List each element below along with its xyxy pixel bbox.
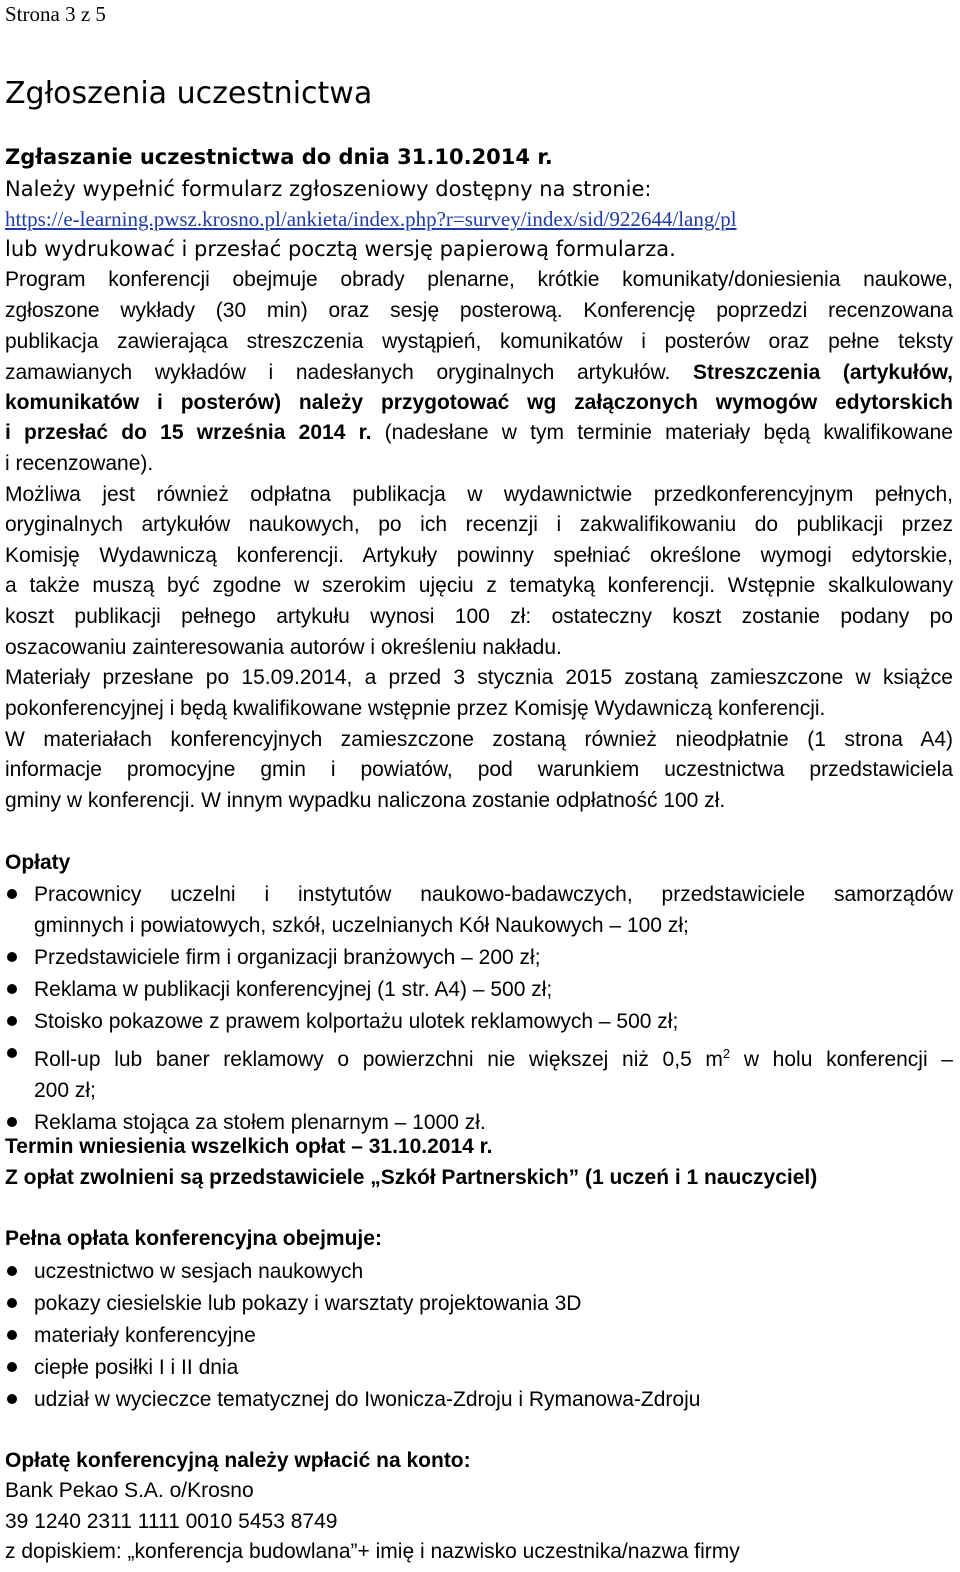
bullet-icon xyxy=(7,1048,17,1058)
payment-note: z dopiskiem: „konferencja budowlana”+ imię i nazwisko uczestnika/nazwa firmy xyxy=(5,1540,740,1563)
bullet-icon xyxy=(7,1330,17,1340)
program-line: komunikatów i posterów) należy przygotować wg załączonych wymogów edytorskich xyxy=(5,391,953,414)
publication-line: informacje promocyjne gmin i powiatów, pod warunkiem uczestnictwa przedstawiciela xyxy=(5,758,953,781)
fee-text: Reklama w publikacji konferencyjnej (1 str. A4) – 500 zł; xyxy=(34,978,553,1001)
include-item xyxy=(5,1256,953,1287)
program-line: zgłoszone wykłady (30 min) oraz sesję posterową. Konferencję poprzedzi recenzowana xyxy=(5,299,953,322)
includes-list xyxy=(5,1256,953,1415)
print-instructions: lub wydrukować i przesłać pocztą wersję papierową formularza. xyxy=(5,237,676,261)
fee-item xyxy=(5,1038,953,1106)
fees-deadline: Termin wniesienia wszelkich opłat – 31.10.2014 r. xyxy=(5,1135,493,1158)
bullet-icon xyxy=(7,1016,17,1026)
fee-text: gminnych i powiatowych, szkół, uczelnianych Kół Naukowych – 100 zł; xyxy=(34,914,689,937)
program-line: i recenzowane). xyxy=(5,452,154,475)
publication-line: koszt publikacji pełnego artykułu wynosi 100 zł: ostateczny koszt zostanie podany po xyxy=(5,605,953,628)
include-item xyxy=(5,1352,953,1383)
bullet-icon xyxy=(7,1117,17,1127)
bullet-icon xyxy=(7,889,17,899)
publication-line: pokonferencyjnej i będą kwalifikowane wstępnie przez Komisję Wydawniczą konferencji. xyxy=(5,697,826,720)
fee-text: Pracownicy uczelni i instytutów naukowo-badawczych, przedstawiciele samorządów xyxy=(34,883,953,906)
fee-text-line xyxy=(34,1038,953,1075)
fee-text: Stoisko pokazowe z prawem kolportażu ulotek reklamowych – 500 zł; xyxy=(34,1010,679,1033)
fee-item xyxy=(5,942,953,973)
page-number: Strona 3 z 5 xyxy=(5,2,106,26)
fee-text: Reklama stojąca za stołem plenarnym – 1000 zł. xyxy=(34,1111,486,1134)
publication-line: Komisję Wydawniczą konferencji. Artykuły powinny spełniać określone wymogi edytorskie, xyxy=(5,544,953,567)
program-line xyxy=(5,358,953,388)
fee-item xyxy=(5,879,953,941)
fee-item xyxy=(5,1006,953,1037)
include-item xyxy=(5,1320,953,1351)
fee-text: w holu konferencji – xyxy=(730,1048,953,1071)
bank-name: Bank Pekao S.A. o/Krosno xyxy=(5,1479,254,1502)
publication-line: oryginalnych artykułów naukowych, po ich recenzji i zakwalifikowaniu do publikacji przez xyxy=(5,513,953,536)
bullet-icon xyxy=(7,984,17,994)
publication-line: Możliwa jest również odpłatna publikacja w wydawnictwie przedkonferencyjnym pełnych, xyxy=(5,483,953,506)
fees-list xyxy=(5,879,953,1138)
program-line: publikacja zawierająca streszczenia wystąpień, komunikatów i posterów oraz pełne teksty xyxy=(5,330,953,353)
fee-text: Przedstawiciele firm i organizacji branżowych – 200 zł; xyxy=(34,946,541,969)
include-item xyxy=(5,1384,953,1415)
include-item xyxy=(5,1288,953,1319)
program-text: zamawianych wykładów i nadesłanych oryginalnych artykułów. xyxy=(5,361,671,384)
bullet-icon xyxy=(7,952,17,962)
program-line: Program konferencji obejmuje obrady plenarne, krótkie komunikaty/doniesienia naukowe, xyxy=(5,268,953,291)
bullet-icon xyxy=(7,1362,17,1372)
include-text: udział w wycieczce tematycznej do Iwonicza-Zdroju i Rymanowa-Zdroju xyxy=(34,1388,701,1411)
program-bold: Streszczenia (artykułów, xyxy=(693,361,953,384)
includes-heading: Pełna opłata konferencyjna obejmuje: xyxy=(5,1227,382,1250)
bullet-icon xyxy=(7,1266,17,1276)
include-text: ciepłe posiłki I i II dnia xyxy=(34,1356,239,1379)
include-text: materiały konferencyjne xyxy=(34,1324,256,1347)
program-line xyxy=(5,418,953,448)
fees-exempt: Z opłat zwolnieni są przedstawiciele „Szkół Partnerskich” (1 uczeń i 1 nauczyciel) xyxy=(5,1166,818,1189)
include-text: uczestnictwo w sesjach naukowych xyxy=(34,1260,364,1283)
bullet-icon xyxy=(7,1298,17,1308)
bullet-icon xyxy=(7,1394,17,1404)
publication-line: oszacowaniu zainteresowania autorów i określeniu nakładu. xyxy=(5,636,562,659)
fee-text: 200 zł; xyxy=(34,1079,96,1102)
publication-line: W materiałach konferencyjnych zamieszczone zostaną również nieodpłatnie (1 strona A4) xyxy=(5,728,953,751)
program-bold: i przesłać do 15 września 2014 r. xyxy=(5,421,372,444)
form-link[interactable]: https://e-learning.pwsz.krosno.pl/ankieta/index.php?r=survey/index/sid/922644/lang/pl xyxy=(5,207,737,231)
registration-deadline: Zgłaszanie uczestnictwa do dnia 31.10.2014 r. xyxy=(5,145,553,169)
publication-line: Materiały przesłane po 15.09.2014, a przed 3 stycznia 2015 zostaną zamieszczone w książce xyxy=(5,666,953,689)
fee-sup: 2 xyxy=(722,1046,731,1061)
include-text: pokazy ciesielskie lub pokazy i warsztaty projektowania 3D xyxy=(34,1292,582,1315)
fees-heading: Opłaty xyxy=(5,851,71,874)
program-text: (nadesłane w tym terminie materiały będą kwalifikowane xyxy=(384,421,953,444)
page-title: Zgłoszenia uczestnictwa xyxy=(5,76,373,111)
account-number: 39 1240 2311 1111 0010 5453 8749 xyxy=(5,1510,338,1533)
form-instructions: Należy wypełnić formularz zgłoszeniowy dostępny na stronie: xyxy=(5,177,652,201)
payment-heading: Opłatę konferencyjną należy wpłacić na konto: xyxy=(5,1449,471,1472)
fee-text: Roll-up lub baner reklamowy o powierzchni nie większej niż 0,5 m xyxy=(34,1048,723,1071)
publication-line: gminy w konferencji. W innym wypadku naliczona zostanie odpłatność 100 zł. xyxy=(5,789,726,812)
fee-item xyxy=(5,974,953,1005)
publication-line: a także muszą być zgodne w szerokim ujęciu z tematyką konferencji. Wstępnie skalkulowany xyxy=(5,574,953,597)
